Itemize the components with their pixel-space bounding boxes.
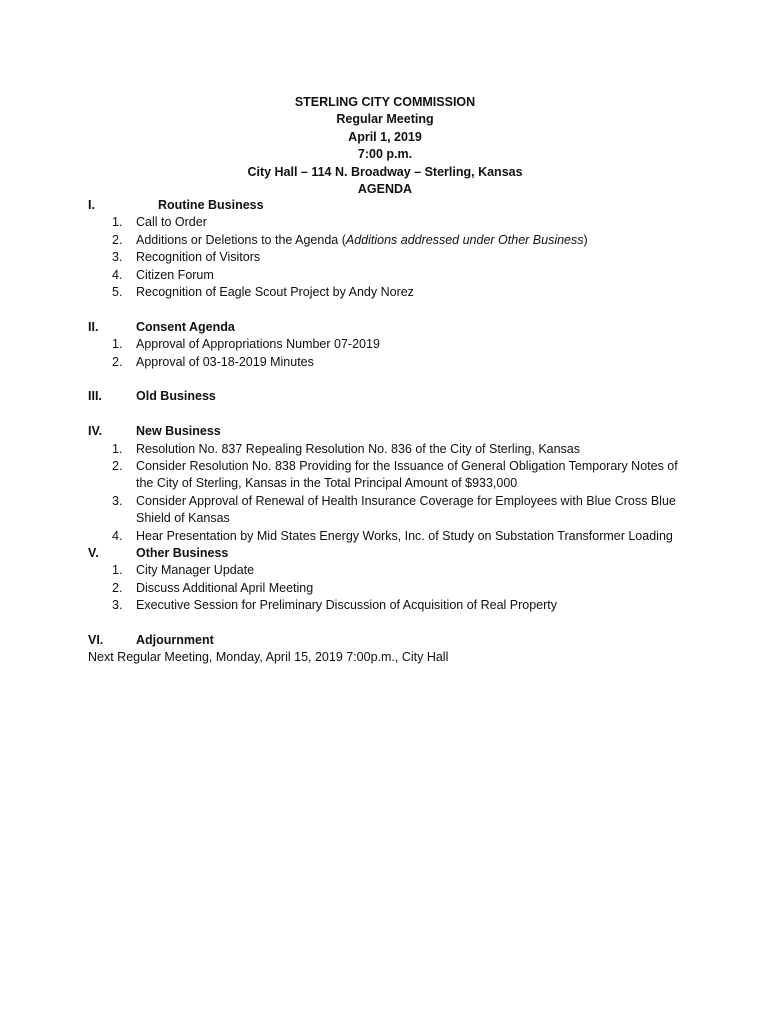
list-item <box>88 597 688 614</box>
section-adjournment <box>88 632 688 649</box>
item-number: 2. <box>112 354 123 369</box>
section-title: Consent Agenda <box>136 319 235 334</box>
list-item <box>88 354 688 371</box>
item-text-start: Additions or Deletions to the Agenda ( <box>136 232 346 247</box>
item-text: Call to Order <box>136 215 207 230</box>
section-title: Adjournment <box>136 633 214 648</box>
list-item <box>88 562 688 579</box>
section-spacer <box>88 301 688 318</box>
item-text: Approval of Appropriations Number 07-2019 <box>136 337 380 352</box>
item-number: 1. <box>112 337 123 352</box>
section-spacer <box>88 406 688 423</box>
section-consent-agenda <box>88 319 688 336</box>
next-meeting-note: Next Regular Meeting, Monday, April 15, 2019 7:00p.m., City Hall <box>88 650 449 665</box>
section-number: V. <box>88 546 99 561</box>
section-other-business <box>88 545 688 562</box>
item-number: 1. <box>112 441 123 456</box>
section-number: II. <box>88 319 99 334</box>
item-number: 1. <box>112 563 123 578</box>
item-text: Consider Approval of Renewal of Health Insurance Coverage for Employees with Blue Cross Blue Shield of Kansas <box>136 493 676 526</box>
section-title: New Business <box>136 424 221 439</box>
list-item <box>88 493 688 528</box>
item-number: 2. <box>112 458 123 473</box>
section-new-business <box>88 423 688 440</box>
item-text: Approval of 03-18-2019 Minutes <box>136 354 314 369</box>
section-title: Other Business <box>136 546 229 561</box>
section-old-business <box>88 388 688 405</box>
commission-title: STERLING CITY COMMISSION <box>294 95 476 109</box>
meeting-date: April 1, 2019 <box>348 129 422 144</box>
list-item <box>88 232 688 249</box>
item-text: City Manager Update <box>136 563 255 578</box>
list-item <box>88 458 688 493</box>
item-text: Executive Session for Preliminary Discussion of Acquisition of Real Property <box>136 598 558 613</box>
list-item <box>88 580 688 597</box>
section-routine-business <box>88 197 688 214</box>
item-text: Recognition of Eagle Scout Project by Andy Norez <box>136 285 414 300</box>
agenda-heading: AGENDA <box>357 181 413 196</box>
item-text-italic: Additions addressed under Other Business <box>345 232 584 247</box>
item-number: 4. <box>112 528 123 543</box>
list-item <box>88 249 688 266</box>
item-text: Citizen Forum <box>136 267 214 282</box>
list-item <box>88 267 688 284</box>
item-text: Hear Presentation by Mid States Energy Works, Inc. of Study on Substation Transformer Loading <box>136 528 673 543</box>
section-spacer <box>88 371 688 388</box>
section-title: Old Business <box>136 389 216 404</box>
item-number: 2. <box>112 232 123 247</box>
meeting-time: 7:00 p.m. <box>357 147 413 162</box>
meeting-type: Regular Meeting <box>336 112 434 127</box>
item-number: 3. <box>112 250 123 265</box>
section-number: I. <box>88 198 95 212</box>
agenda-header <box>0 94 770 198</box>
item-text-end: ) <box>583 232 588 247</box>
list-item <box>88 528 688 545</box>
section-title: Routine Business <box>158 198 264 212</box>
meeting-location: City Hall – 114 N. Broadway – Sterling, Kansas <box>247 164 523 179</box>
list-item <box>88 214 688 231</box>
item-text: Resolution No. 837 Repealing Resolution No. 836 of the City of Sterling, Kansas <box>136 441 581 456</box>
item-text: Discuss Additional April Meeting <box>136 580 314 595</box>
section-number: IV. <box>88 424 103 439</box>
item-number: 1. <box>112 215 123 230</box>
list-item <box>88 441 688 458</box>
agenda-body <box>88 197 688 667</box>
section-number: III. <box>88 389 102 404</box>
section-spacer <box>88 615 688 632</box>
item-text: Consider Resolution No. 838 Providing for the Issuance of General Obligation Temporary Notes of the City of Sterling, Kansas in the Total Principal Amount of $933,000 <box>136 458 678 491</box>
item-number: 3. <box>112 598 123 613</box>
item-text: Recognition of Visitors <box>136 250 261 265</box>
item-number: 3. <box>112 493 123 508</box>
list-item <box>88 284 688 301</box>
item-text <box>136 233 588 247</box>
item-number: 4. <box>112 267 123 282</box>
item-number: 5. <box>112 285 123 300</box>
section-number: VI. <box>88 633 104 648</box>
item-number: 2. <box>112 580 123 595</box>
list-item <box>88 336 688 353</box>
